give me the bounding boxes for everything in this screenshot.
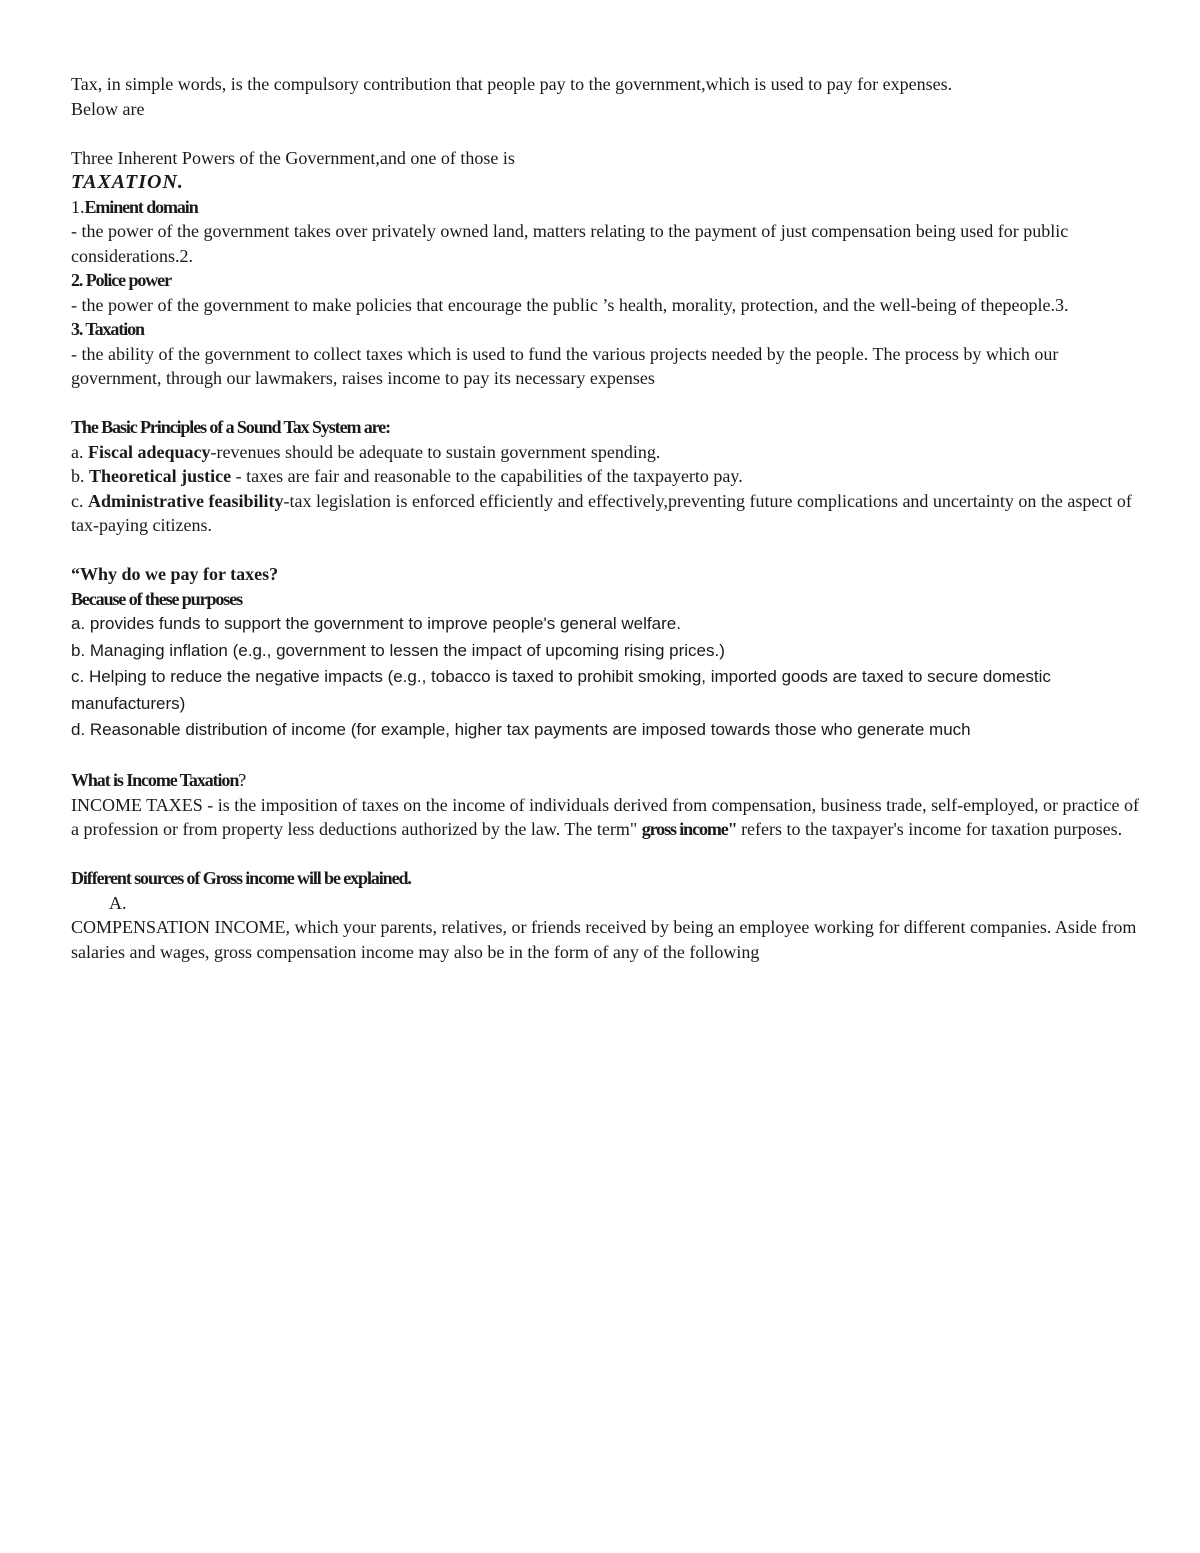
purpose-d: d. Reasonable distribution of income (for example, higher tax payments are imposed towards those who generate much (71, 720, 971, 739)
power-2-title: 2. Police power (71, 270, 171, 290)
principle-b-title: Theoretical justice (89, 466, 232, 486)
income-label: INCOME TAXES (71, 794, 203, 815)
power-1-name: Eminent domain (84, 196, 198, 217)
principles-heading: The Basic Principles of a Sound Tax System are: (71, 417, 391, 437)
purpose-b: b. Managing inflation (e.g., government to lessen the impact of upcoming rising prices.) (71, 640, 725, 660)
gross-income-term: gross income" (641, 819, 737, 839)
income-text-2: refers to the taxpayer's income for taxation purposes. (736, 819, 1123, 839)
power-3-title: 3. Taxation (71, 319, 144, 339)
principle-b (71, 464, 1151, 489)
principle-a-prefix: a. (71, 441, 88, 462)
because-heading: Because of these purposes (71, 588, 242, 609)
spacer (71, 842, 1151, 867)
power-2-description: - the power of the government to make policies that encourage the public ’s health, morality, protection, and the well-being of thepeople.3. (71, 294, 1069, 315)
power-1-title (71, 195, 1151, 220)
power-1-description: - the power of the government takes over privately owned land, matters relating to the payment of just compensation being used for public considerations.2. (71, 221, 1069, 266)
power-1-number: 1. (71, 196, 85, 217)
source-a-label: A. (109, 892, 127, 913)
principle-c (71, 489, 1151, 538)
document-page (71, 72, 1151, 964)
spacer (71, 744, 1151, 769)
powers-intro: Three Inherent Powers of the Government,and one of those is (71, 147, 515, 168)
income-definition (71, 793, 1151, 842)
intro-line-1: Tax, in simple words, is the compulsory contribution that people pay to the government,which is used to pay for expenses. (71, 74, 953, 94)
purpose-a: a. provides funds to support the government to improve people's general welfare. (71, 614, 681, 633)
sources-heading: Different sources of Gross income will be explained. (71, 868, 411, 888)
income-heading-text: What is Income Taxation (71, 770, 239, 790)
purpose-c: c. Helping to reduce the negative impacts (e.g., tobacco is taxed to prohibit smoking, imported goods are taxed to secure domestic manufacturers) (71, 667, 1051, 713)
spacer (71, 391, 1151, 416)
compensation-text: which your parents, relatives, or friends received by being an employee working for different companies. Aside from salaries and wages, gross compensation income may also be in the form of any of the following (71, 917, 1137, 962)
taxation-heading: TAXATION. (71, 171, 184, 193)
spacer (71, 538, 1151, 563)
principle-a (71, 440, 1151, 465)
intro-line-2: Below are (71, 98, 145, 119)
principle-a-title: Fiscal adequacy (88, 441, 211, 462)
why-heading: “Why do we pay for taxes? (71, 564, 279, 584)
principle-c-title: Administrative feasibility (88, 490, 284, 511)
principle-c-prefix: c. (71, 490, 88, 511)
principle-c-text: -tax legislation is enforced efficiently and effectively,preventing future complications and uncertainty on the aspect of tax-paying citizens. (71, 490, 1132, 535)
income-text: - is the imposition of taxes on the income of individuals derived from compensation, business trade, self-employed, or practice of a profession or from property less deductions authorized by the law. The term" (71, 794, 1139, 839)
principle-a-text: -revenues should be adequate to sustain government spending. (210, 441, 661, 462)
power-3-description: - the ability of the government to collect taxes which is used to fund the various projects needed by the people. The process by which our government, through our lawmakers, raises income to pay its necessary expenses (71, 343, 1059, 388)
income-heading (71, 768, 1151, 793)
spacer (71, 121, 1151, 146)
principle-b-text: - taxes are fair and reasonable to the capabilities of the taxpayerto pay. (231, 466, 743, 486)
income-heading-q: ? (238, 770, 247, 790)
compensation-label: COMPENSATION INCOME, (71, 917, 291, 937)
principle-b-prefix: b. (71, 466, 89, 486)
compensation-income (71, 915, 1151, 964)
